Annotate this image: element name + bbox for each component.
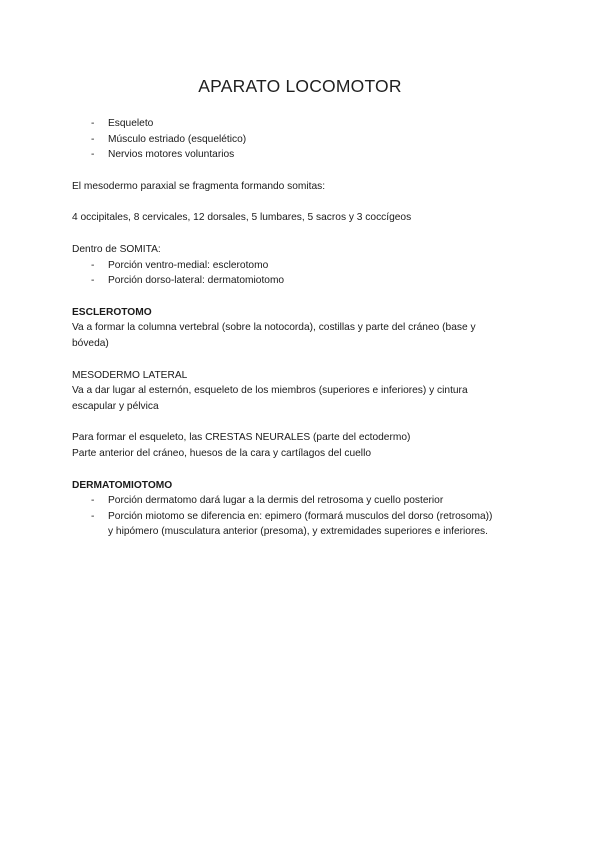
mesodermo-lateral-heading: MESODERMO LATERAL (72, 369, 188, 381)
dash-bullet: - (91, 275, 95, 287)
crestas-line: Para formar el esqueleto, las CRESTAS NEURALES (parte del ectodermo) (72, 432, 411, 444)
list-item: - Nervios motores voluntarios (72, 147, 532, 163)
list-item: - Músculo estriado (esquelético) (72, 132, 532, 148)
mesodermo-lateral-line: Va a dar lugar al esternón, esqueleto de los miembros (superiores e inferiores) y cintura (72, 385, 468, 397)
document-body (72, 116, 532, 540)
esclerotomo-line: bóveda) (72, 337, 109, 349)
dash-bullet: - (91, 133, 95, 145)
list-item: - Porción miotomo se diferencia en: epimero (formará musculos del dorso (retrosoma)) y hipómero (musculatura anterior (presoma), y extremidades superiores e inferiores. (91, 510, 493, 538)
esclerotomo-line: Va a formar la columna vertebral (sobre la notocorda), costillas y parte del cráneo (base y (72, 322, 476, 334)
list-item: - Porción dorso-lateral: dermatomiotomo (72, 273, 532, 289)
page-title: APARATO LOCOMOTOR (198, 76, 402, 96)
list-item: - Porción dermatomo dará lugar a la dermis del retrosoma y cuello posterior (72, 493, 532, 509)
dermatomiotomo-list (72, 493, 532, 540)
somita-list (72, 258, 532, 289)
intro-list (72, 116, 532, 163)
dash-bullet: - (91, 149, 95, 161)
paraxial-text: El mesodermo paraxial se fragmenta formando somitas: (72, 180, 326, 192)
somite-counts: 4 occipitales, 8 cervicales, 12 dorsales, 5 lumbares, 5 sacros y 3 coccígeos (72, 212, 412, 224)
dash-bullet: - (91, 259, 95, 271)
dermatomiotomo-heading: DERMATOMIOTOMO (72, 479, 173, 491)
dash-bullet: - (91, 495, 95, 507)
mesodermo-lateral-line: escapular y pélvica (72, 400, 159, 412)
list-item: - Porción ventro-medial: esclerotomo (72, 258, 532, 274)
list-item: - Esqueleto (72, 116, 532, 132)
crestas-line: Parte anterior del cráneo, huesos de la cara y cartílagos del cuello (72, 447, 372, 459)
somita-heading: Dentro de SOMITA: (72, 243, 161, 255)
esclerotomo-heading: ESCLEROTOMO (72, 306, 152, 318)
dash-bullet: - (91, 510, 95, 522)
dash-bullet: - (91, 118, 95, 129)
